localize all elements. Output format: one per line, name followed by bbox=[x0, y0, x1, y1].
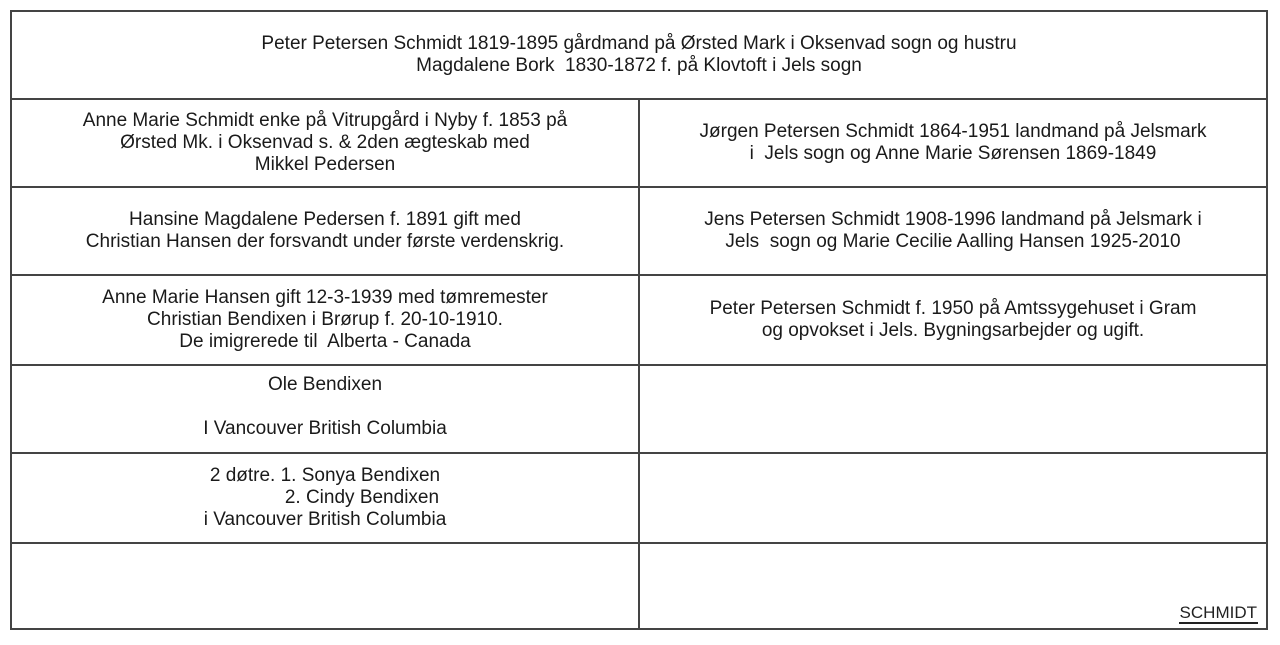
right-cell-empty bbox=[640, 454, 1266, 542]
generation-row-2 bbox=[12, 188, 1266, 276]
left-line: Christian Bendixen i Brørup f. 20-10-1910. bbox=[147, 309, 503, 330]
left-line: De imigrerede til Alberta - Canada bbox=[179, 331, 471, 352]
left-line: Hansine Magdalene Pedersen f. 1891 gift med bbox=[129, 209, 521, 230]
right-line: Jørgen Petersen Schmidt 1864-1951 landmand på Jelsmark bbox=[699, 121, 1207, 142]
right-cell bbox=[640, 276, 1266, 364]
genealogy-table bbox=[10, 10, 1268, 630]
left-line: Ørsted Mk. i Oksenvad s. & 2den ægteskab med bbox=[120, 132, 530, 153]
header-line: Magdalene Bork 1830-1872 f. på Klovtoft i Jels sogn bbox=[416, 55, 862, 76]
right-cell bbox=[640, 188, 1266, 274]
schmidt-logo bbox=[1179, 604, 1258, 624]
generation-row-1 bbox=[12, 100, 1266, 188]
left-line: Anne Marie Hansen gift 12-3-1939 med tømremester bbox=[102, 287, 548, 308]
header-text bbox=[261, 33, 1016, 77]
left-cell-empty bbox=[12, 544, 640, 628]
right-line: Jels sogn og Marie Cecilie Aalling Hansen 1925-2010 bbox=[725, 231, 1181, 252]
left-cell bbox=[12, 454, 640, 542]
left-line: I Vancouver British Columbia bbox=[203, 418, 447, 439]
right-cell-empty bbox=[640, 544, 1266, 628]
header-row bbox=[12, 12, 1266, 100]
right-line: Peter Petersen Schmidt f. 1950 på Amtssygehuset i Gram bbox=[709, 298, 1197, 319]
right-cell-empty bbox=[640, 366, 1266, 452]
right-line: i Jels sogn og Anne Marie Sørensen 1869-1849 bbox=[749, 143, 1157, 164]
left-cell bbox=[12, 276, 640, 364]
generation-row-5 bbox=[12, 454, 1266, 544]
left-cell bbox=[12, 188, 640, 274]
left-line: i Vancouver British Columbia bbox=[203, 509, 447, 530]
left-line: 2 døtre. 1. Sonya Bendixen bbox=[209, 465, 441, 486]
generation-row-4 bbox=[12, 366, 1266, 454]
left-line: Christian Hansen der forsvandt under første verdenskrig. bbox=[85, 231, 565, 252]
left-line: 2. Cindy Bendixen bbox=[210, 487, 440, 508]
right-cell bbox=[640, 100, 1266, 186]
generation-row-3 bbox=[12, 276, 1266, 366]
right-line: Jens Petersen Schmidt 1908-1996 landmand på Jelsmark i bbox=[704, 209, 1202, 230]
header-line: Peter Petersen Schmidt 1819-1895 gårdmand på Ørsted Mark i Oksenvad sogn og hustru bbox=[261, 33, 1017, 54]
generation-row-6 bbox=[12, 544, 1266, 628]
left-line: Mikkel Pedersen bbox=[254, 154, 396, 175]
left-line: Anne Marie Schmidt enke på Vitrupgård i Nyby f. 1853 på bbox=[82, 110, 568, 131]
left-line: Ole Bendixen bbox=[267, 374, 383, 395]
header-cell bbox=[12, 12, 1266, 98]
left-cell bbox=[12, 366, 640, 452]
logo-text: SCHMIDT bbox=[1179, 603, 1257, 622]
left-line bbox=[203, 396, 447, 418]
right-line: og opvokset i Jels. Bygningsarbejder og ugift. bbox=[761, 320, 1145, 341]
left-cell bbox=[12, 100, 640, 186]
